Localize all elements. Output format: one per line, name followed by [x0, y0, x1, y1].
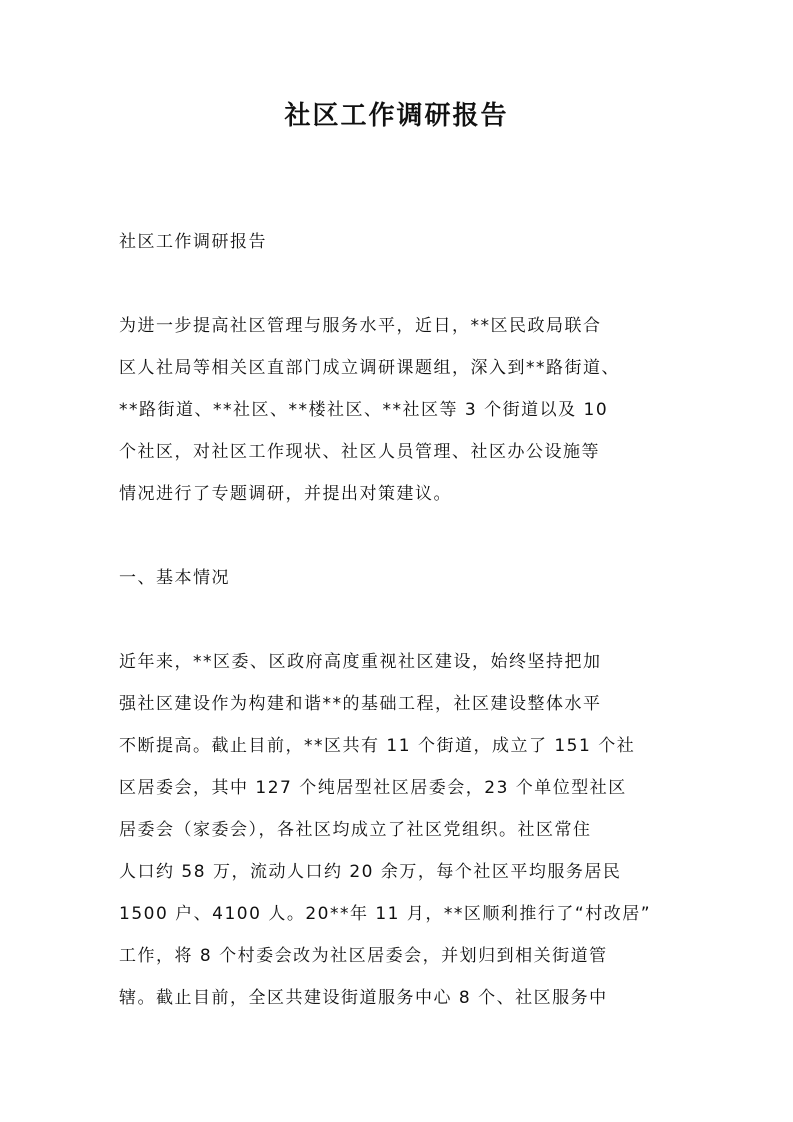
section-heading: 一、基本情况 — [119, 568, 230, 588]
body-line: 强社区建设作为构建和谐**的基础工程，社区建设整体水平 — [119, 694, 602, 714]
body-line: 不断提高。截止目前，**区共有 11 个街道，成立了 151 个社 — [119, 736, 636, 756]
body-line: 1500 户、4100 人。20**年 11 月，**区顺利推行了“村改居” — [119, 904, 652, 924]
body-line: 工作，将 8 个村委会改为社区居委会，并划归到相关街道管 — [119, 946, 608, 966]
body-line: 区居委会，其中 127 个纯居型社区居委会，23 个单位型社区 — [119, 778, 627, 798]
intro-line: 情况进行了专题调研，并提出对策建议。 — [119, 484, 452, 504]
body-line: 辖。截止目前，全区共建设街道服务中心 8 个、社区服务中 — [119, 988, 608, 1008]
document-title: 社区工作调研报告 — [284, 101, 509, 131]
intro-line: 个社区，对社区工作现状、社区人员管理、社区办公设施等 — [119, 442, 600, 462]
body-line: 近年来，**区委、区政府高度重视社区建设，始终坚持把加 — [119, 652, 602, 672]
body-line: 居委会（家委会），各社区均成立了社区党组织。社区常住 — [119, 820, 592, 840]
intro-line: 区人社局等相关区直部门成立调研课题组，深入到**路街道、 — [119, 358, 620, 378]
body-line: 人口约 58 万，流动人口约 20 余万，每个社区平均服务居民 — [119, 862, 622, 882]
intro-line: **路街道、**社区、**楼社区、**社区等 3 个街道以及 10 — [119, 400, 609, 420]
document-subtitle: 社区工作调研报告 — [119, 232, 267, 252]
intro-line: 为进一步提高社区管理与服务水平，近日，**区民政局联合 — [119, 316, 602, 336]
